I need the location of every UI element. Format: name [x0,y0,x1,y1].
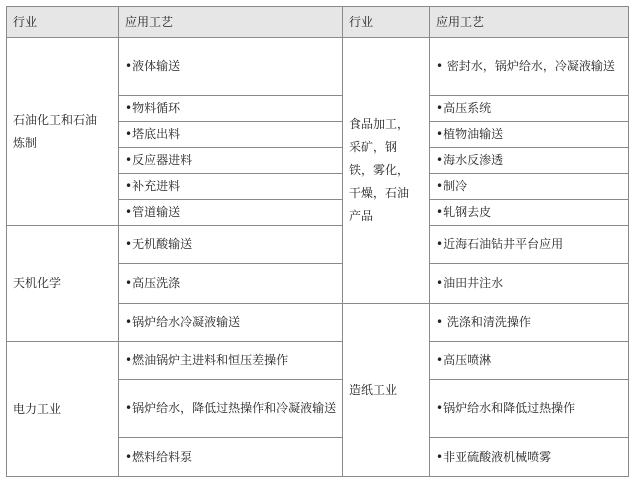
process-seawater-ro: •海水反渗透 [430,148,629,174]
process-liquid-transfer: •液体输送 [119,38,343,96]
industry-food-line2: 采矿，钢 [349,140,398,154]
industry-tianji-chemistry: 天机化学 [7,226,119,342]
process-refrigeration: •制冷 [430,174,629,200]
industry-food-line3: 铁，雾化， [349,163,410,177]
process-high-pressure-wash: •高压洗涤 [119,264,343,304]
industry-food-line4: 干燥，石油 [349,186,410,200]
industry-petrochemical-line1: 石油化工和石油 [13,112,98,127]
header-industry-right: 行业 [343,7,430,38]
table-header-row [7,7,629,38]
industry-paper: 造纸工业 [343,304,430,477]
header-process-left: 应用工艺 [119,7,343,38]
industry-application-table [6,6,629,477]
process-oil-boiler-feed: •燃油锅炉主进料和恒压差操作 [119,342,343,380]
process-wash-clean: • 洗涤和清洗操作 [430,304,629,342]
process-vegetable-oil: •植物油输送 [430,122,629,148]
process-seal-water: • 密封水，锅炉给水，冷凝液输送 [430,38,629,96]
process-offshore-platform: •近海石油钻井平台应用 [430,226,629,264]
process-high-pressure-system: •高压系统 [430,96,629,122]
industry-power: 电力工业 [7,342,119,477]
process-boiler-condensate: •锅炉给水冷凝液输送 [119,304,343,342]
process-sulfite-spray: •非亚硫酸液机械喷雾 [430,438,629,477]
process-makeup-feed: •补充进料 [119,174,343,200]
header-process-right: 应用工艺 [430,7,629,38]
industry-petrochemical [7,38,119,226]
process-high-pressure-spray: •高压喷淋 [430,342,629,380]
process-reactor-feed: •反应器进料 [119,148,343,174]
industry-food-mining [343,38,430,304]
industry-food-line1: 食品加工， [349,117,410,131]
header-industry-left: 行业 [7,7,119,38]
process-oilfield-injection: •油田井注水 [430,264,629,304]
process-steel-descaling: •轧钢去皮 [430,200,629,226]
table-row [7,226,629,264]
process-tower-bottom: •塔底出料 [119,122,343,148]
process-boiler-desuperheat: •锅炉给水，降低过热操作和冷凝液输送 [119,380,343,438]
process-inorganic-acid: •无机酸输送 [119,226,343,264]
table-row [7,342,629,380]
process-material-circulation: •物料循环 [119,96,343,122]
process-pipeline-transfer: •管道输送 [119,200,343,226]
process-boiler-desuperheat-right: •锅炉给水和降低过热操作 [430,380,629,438]
industry-petrochemical-line2: 炼制 [13,135,38,150]
process-fuel-feed-pump: •燃料给料泵 [119,438,343,477]
industry-food-line5: 产品 [349,209,374,223]
table-row [7,38,629,96]
